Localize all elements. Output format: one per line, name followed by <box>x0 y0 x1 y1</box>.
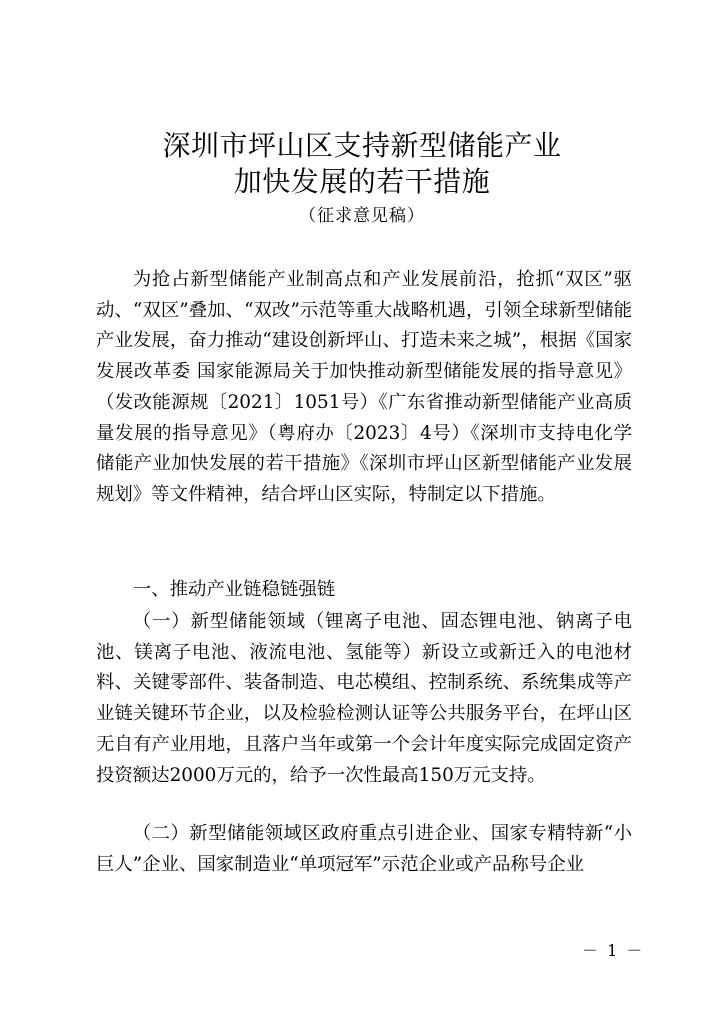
measure-item-2: （二）新型储能领域区政府重点引进企业、国家专精特新“小巨人”企业、国家制造业“单项冠军”示范企业或产品称号企业 <box>96 823 632 875</box>
page-number: － 1 － <box>582 941 645 960</box>
section-heading: 一、推动产业链稳链强链 <box>132 579 336 600</box>
document-subtitle: （征求意见稿） <box>299 206 425 226</box>
intro-paragraph: 为抢占新型储能产业制高点和产业发展前沿，抢抓“双区”驱动、“双区”叠加、“双改”示范等重大战略机遇，引领全球新型储能产业发展，奋力推动“建设创新坪山、打造未来之城”，根据《国家发展改革委 国家能源局关于加快推动新型储能发展的指导意见》（发改能源规〔2021〕1051号）《广东省推动新型储能产业高质量发展的指导意见》（粤府办〔2023〕4号）《深圳市支持电化学储能产业加快发展的若干措施》《深圳市坪山区新型储能产业发展规划》等文件精神，结合坪山区实际，特制定以下措施。 <box>96 269 632 505</box>
document-title-line-1: 深圳市坪山区支持新型储能产业 <box>162 129 562 162</box>
document-title-line-2: 加快发展的若干措施 <box>233 165 491 198</box>
measure-item-1: （一）新型储能领域（锂离子电池、固态锂电池、钠离子电池、镁离子电池、液流电池、氢能等）新设立或新迁入的电池材料、关键零部件、装备制造、电芯模组、控制系统、系统集成等产业链关键环节企业，以及检验检测认证等公共服务平台，在坪山区无自有产业用地，且落户当年或第一个会计年度实际完成固定资产投资额达2000万元的，给予一次性最高150万元支持。 <box>96 611 632 786</box>
